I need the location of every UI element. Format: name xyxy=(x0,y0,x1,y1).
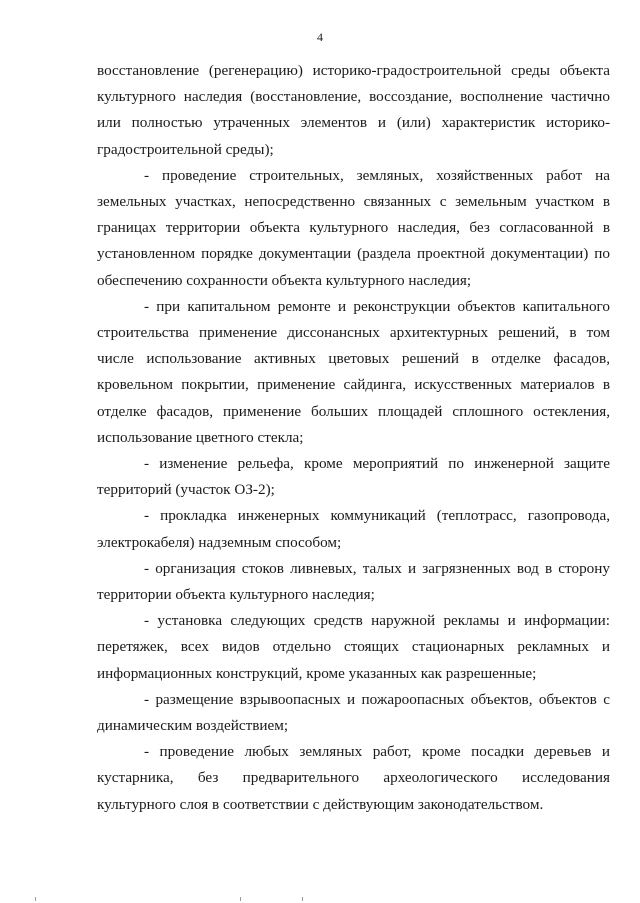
list-item-drainage: - организация стоков ливневых, талых и загрязненных вод в сторону территории объекта культурного наследия; xyxy=(97,559,610,604)
list-item-advertising: - установка следующих средств наружной рекламы и информации: перетяжек, всех видов отдельно стоящих стационарных рекламных и информационных конструкций, кроме указанных как разрешенные; xyxy=(97,612,610,682)
list-item-overhead-utilities: - прокладка инженерных коммуникаций (теплотрасс, газопровода, электрокабеля) надземным способом; xyxy=(97,507,610,551)
list-item-hazardous-objects: - размещение взрывоопасных и пожароопасных объектов, объектов с динамическим воздействием; xyxy=(97,690,610,735)
list-item-earthworks: - проведение любых земляных работ, кроме посадки деревьев и кустарника, без предварительного археологического исследования культурного слоя в соответствии с действующим законодательством. xyxy=(97,743,610,813)
paragraph-continuation: восстановление (регенерацию) историко-градостроительной среды объекта культурного наследия (восстановление, воссоздание, восполнение частично или полностью утраченных элементов и (или) характеристик историко-градостроительной среды); xyxy=(97,62,610,158)
scan-edge-marks xyxy=(0,893,640,903)
page-number: 4 xyxy=(317,30,323,44)
list-item-relief-change: - изменение рельефа, кроме мероприятий по инженерной защите территорий (участок ОЗ-2); xyxy=(97,455,610,499)
list-item-dissonant-architecture: - при капитальном ремонте и реконструкции объектов капитального строительства применение диссонансных архитектурных решений, в том числе использование активных цветовых решений в отделке фасадов, кровельном покрытии, применение сайдинга, искусственных материалов в отделке фасадов, применение больших площадей сплошного остекления, использование цветного стекла; xyxy=(97,297,610,446)
list-item-construction-works: - проведение строительных, земляных, хозяйственных работ на земельных участках, непосредственно связанных с земельным участком в границах территории объекта культурного наследия, без согласованной в установленном порядке документации (раздела проектной документации) по обеспечению сохранности объекта культурного наследия; xyxy=(97,166,610,289)
document-body xyxy=(97,58,610,818)
